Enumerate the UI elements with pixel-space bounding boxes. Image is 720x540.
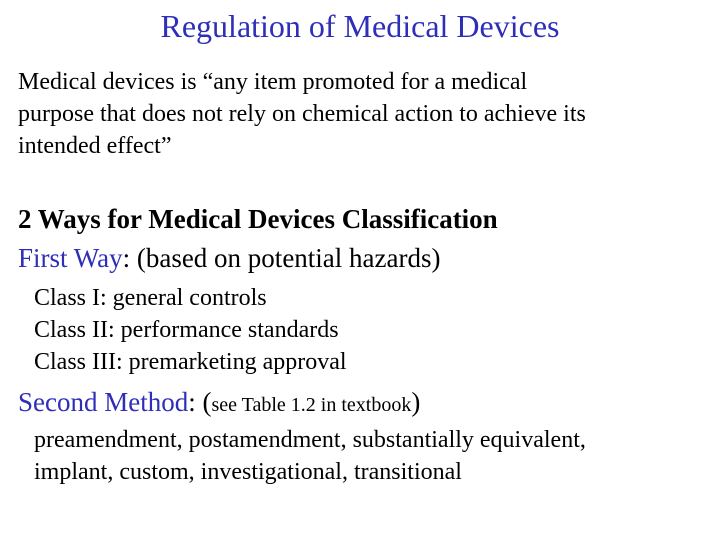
classification-heading: 2 Ways for Medical Devices Classification bbox=[18, 204, 498, 234]
second-method-label: Second Method bbox=[18, 387, 189, 417]
class-item: Class I: general controls bbox=[34, 285, 267, 311]
class-item: Class II: performance standards bbox=[34, 317, 339, 343]
class-list bbox=[34, 282, 347, 378]
device-types-line: preamendment, postamendment, substantially equivalent, bbox=[34, 427, 586, 453]
class-item: Class III: premarketing approval bbox=[34, 349, 347, 375]
definition-line: purpose that does not rely on chemical action to achieve its bbox=[18, 101, 586, 127]
definition-paragraph bbox=[18, 66, 708, 162]
second-method-open: : ( bbox=[188, 387, 212, 417]
slide-title: Regulation of Medical Devices bbox=[160, 8, 560, 44]
first-way-label: First Way bbox=[18, 243, 123, 273]
second-method-note: see Table 1.2 in textbook bbox=[211, 394, 412, 416]
device-types-line: implant, custom, investigational, transitional bbox=[34, 459, 462, 485]
device-types bbox=[34, 424, 586, 488]
second-method-line bbox=[18, 384, 420, 423]
first-way-description: : (based on potential hazards) bbox=[122, 243, 441, 273]
second-method-close: ) bbox=[411, 387, 421, 417]
first-way-line bbox=[18, 240, 440, 276]
definition-line: intended effect” bbox=[18, 133, 172, 159]
definition-line: Medical devices is “any item promoted for a medical bbox=[18, 69, 528, 95]
